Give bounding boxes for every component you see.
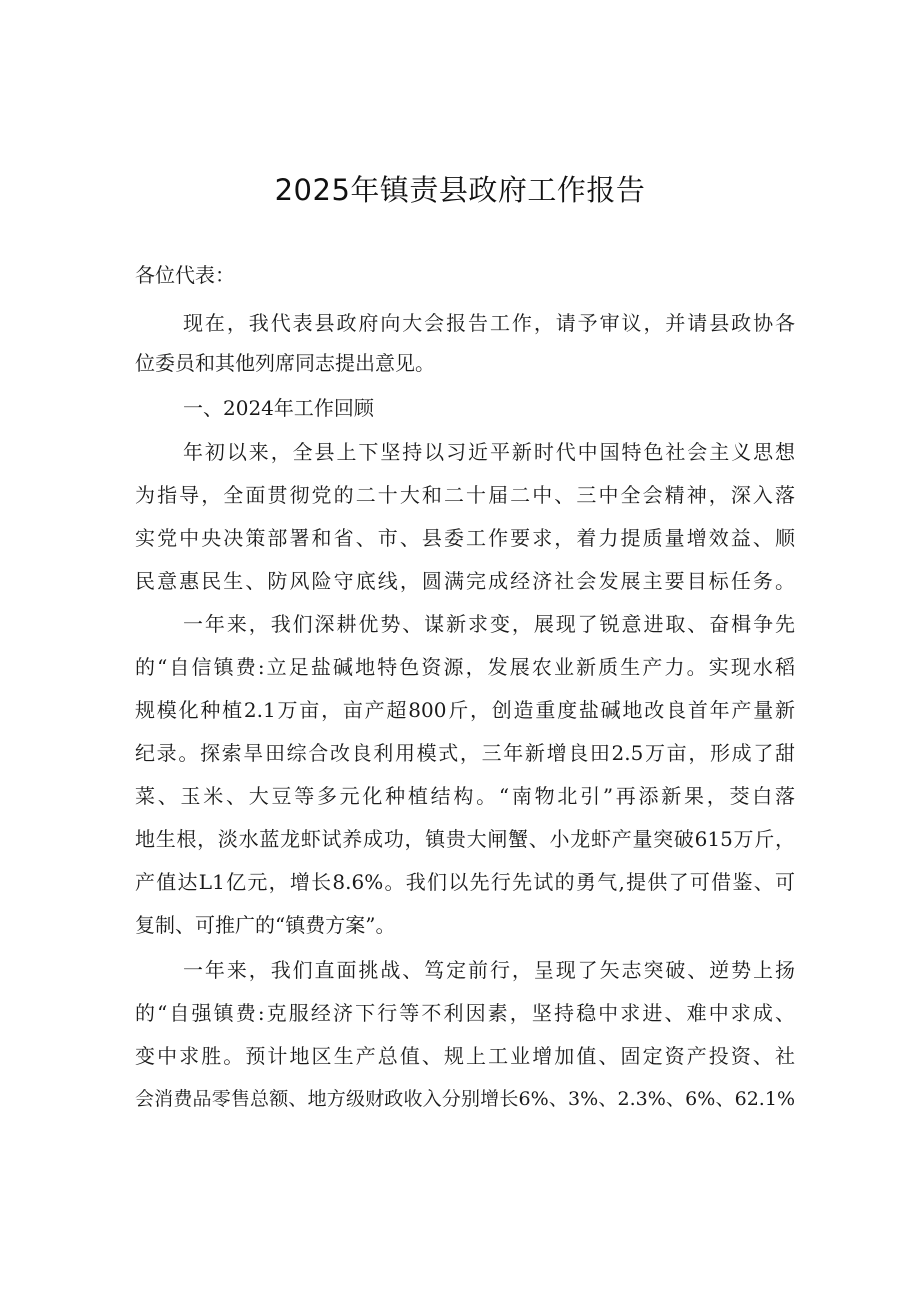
paragraph-line: 变中求胜。预计地区生产总值、规上工业增加值、固定资产投资、社	[135, 1044, 795, 1068]
document-title: 2025年镇责县政府工作报告	[274, 173, 646, 207]
paragraph-line: 实党中央决策部署和省、市、县委工作要求，着力提质量增效益、顺	[135, 526, 795, 550]
paragraph-line: 规模化种植2.1万亩，亩产超800斤，创造重度盐碱地改良首年产量新	[135, 698, 795, 722]
paragraph-line: 为指导，全面贯彻党的二十大和二十届二中、三中全会精神，深入落	[135, 483, 795, 507]
paragraph-line: 会消费品零售总额、地方级财政收入分别增长6%、3%、2.3%、6%、62.1%	[135, 1088, 795, 1110]
paragraph-line: 位委员和其他列席同志提出意见。	[135, 351, 435, 375]
paragraph-line: 纪录。探索旱田综合改良利用模式，三年新增良田2.5万亩，形成了甜	[135, 741, 795, 765]
paragraph-line: 的“自信镇费:立足盐碱地特色资源，发展农业新质生产力。实现水稻	[135, 655, 795, 679]
paragraph-line: 现在，我代表县政府向大会报告工作，请予审议，并请县政协各	[183, 311, 795, 335]
paragraph-line: 的“自强镇费:克服经济下行等不利因素，坚持稳中求进、难中求成、	[135, 1001, 795, 1025]
paragraph-line: 菜、玉米、大豆等多元化种植结构。“南物北引”再添新果，茭白落	[135, 784, 795, 808]
paragraph-line: 年初以来，全县上下坚持以习近平新时代中国特色社会主义思想	[183, 440, 795, 464]
section-heading: 一、2024年工作回顾	[183, 396, 374, 420]
paragraph-line: 民意惠民生、防风险守底线，圆满完成经济社会发展主要目标任务。	[135, 569, 795, 593]
paragraph-line: 复制、可推广的“镇费方案”。	[135, 913, 396, 937]
paragraph-line: 地生根，淡水蓝龙虾试养成功，镇贵大闸蟹、小龙虾产量突破615万斤，	[135, 827, 795, 851]
paragraph-line: 一年来，我们深耕优势、谋新求变，展现了锐意进取、奋楫争先	[183, 612, 795, 636]
paragraph-line: 一年来，我们直面挑战、笃定前行，呈现了矢志突破、逆势上扬	[183, 958, 795, 982]
paragraph-line: 产值达L1亿元，增长8.6%。我们以先行先试的勇气,提供了可借鉴、可	[135, 870, 795, 894]
salutation: 各位代表：	[135, 263, 235, 287]
